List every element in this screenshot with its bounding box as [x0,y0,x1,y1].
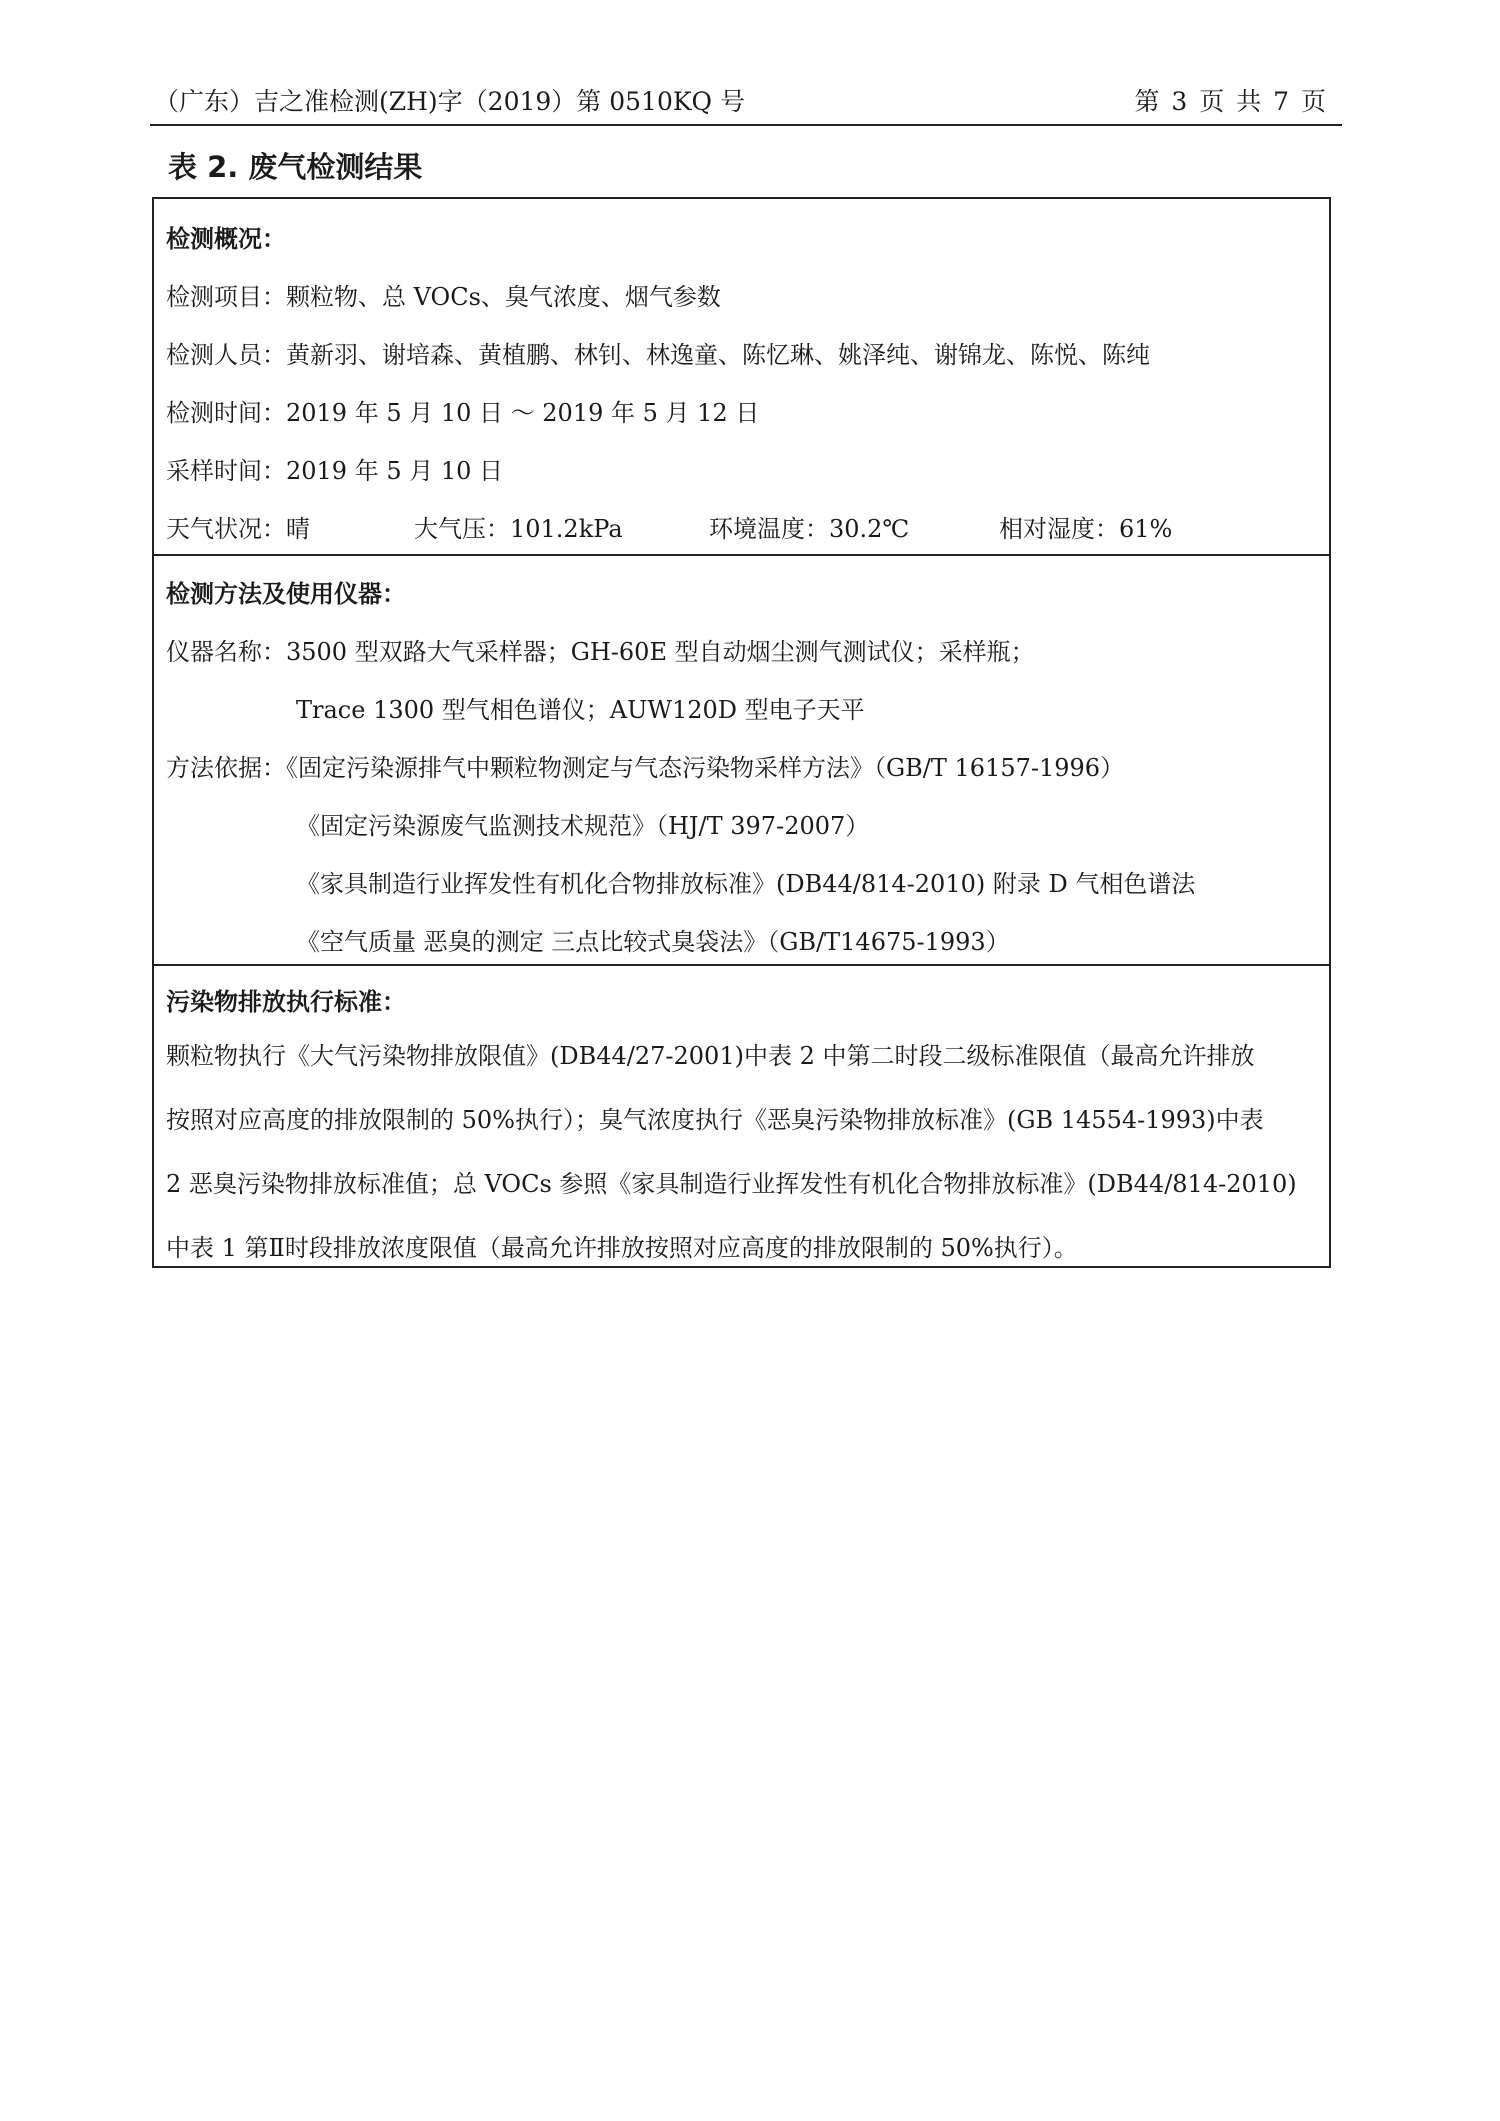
atmospheric-pressure: 大气压：101.2kPa [414,515,623,543]
ambient-temperature: 环境温度：30.2℃ [709,515,910,543]
method-basis-line-4: 《空气质量 恶臭的测定 三点比较式臭袋法》（GB/T14675-1993） [296,928,1010,956]
standards-line-2: 按照对应高度的排放限制的 50%执行）；臭气浓度执行《恶臭污染物排放标准》(GB 14554-1993)中表 [166,1106,1264,1134]
test-items: 检测项目：颗粒物、总 VOCs、臭气浓度、烟气参数 [166,283,721,311]
standards-line-3: 2 恶臭污染物排放标准值；总 VOCs 参照《家具制造行业挥发性有机化合物排放标准》(DB44/814-2010) [166,1170,1297,1198]
document-number: （广东）吉之准检测(ZH)字（2019）第 0510KQ 号 [154,87,745,116]
page-info: 第 3 页 共 7 页 [1134,87,1328,116]
methods-title: 检测方法及使用仪器： [166,580,406,608]
standards-title: 污染物排放执行标准： [166,988,406,1016]
method-basis-line-1: 方法依据：《固定污染源排气中颗粒物测定与气态污染物采样方法》（GB/T 16157-1996） [166,754,1125,782]
table-title: 表 2. 废气检测结果 [168,150,423,184]
standards-line-1: 颗粒物执行《大气污染物排放限值》(DB44/27-2001)中表 2 中第二时段二级标准限值（最高允许排放 [166,1042,1255,1070]
overview-title: 检测概况： [166,225,286,253]
relative-humidity: 相对湿度：61% [999,515,1173,543]
method-basis-line-2: 《固定污染源废气监测技术规范》（HJ/T 397-2007） [296,812,870,840]
overview-section [154,199,1329,556]
method-basis-line-3: 《家具制造行业挥发性有机化合物排放标准》(DB44/814-2010) 附录 D 气相色谱法 [296,870,1196,898]
standards-line-4: 中表 1 第Ⅱ时段排放浓度限值（最高允许排放按照对应高度的排放限制的 50%执行）。 [166,1234,1078,1262]
test-staff: 检测人员：黄新羽、谢培森、黄植鹏、林钊、林逸童、陈忆琳、姚泽纯、谢锦龙、陈悦、陈纯 [166,341,1150,369]
page-header [150,78,1342,126]
standards-section [154,966,1329,1266]
methods-section [154,556,1329,966]
instruments-line-1: 仪器名称：3500 型双路大气采样器；GH-60E 型自动烟尘测气测试仪；采样瓶； [166,638,1035,666]
results-table [152,197,1331,1268]
standards-paragraph [166,1024,1316,1280]
test-time: 检测时间：2019 年 5 月 10 日 ～ 2019 年 5 月 12 日 [166,399,760,427]
weather-condition: 天气状况：晴 [166,515,310,543]
instruments-line-2: Trace 1300 型气相色谱仪；AUW120D 型电子天平 [296,696,865,724]
sampling-time: 采样时间：2019 年 5 月 10 日 [166,457,504,485]
